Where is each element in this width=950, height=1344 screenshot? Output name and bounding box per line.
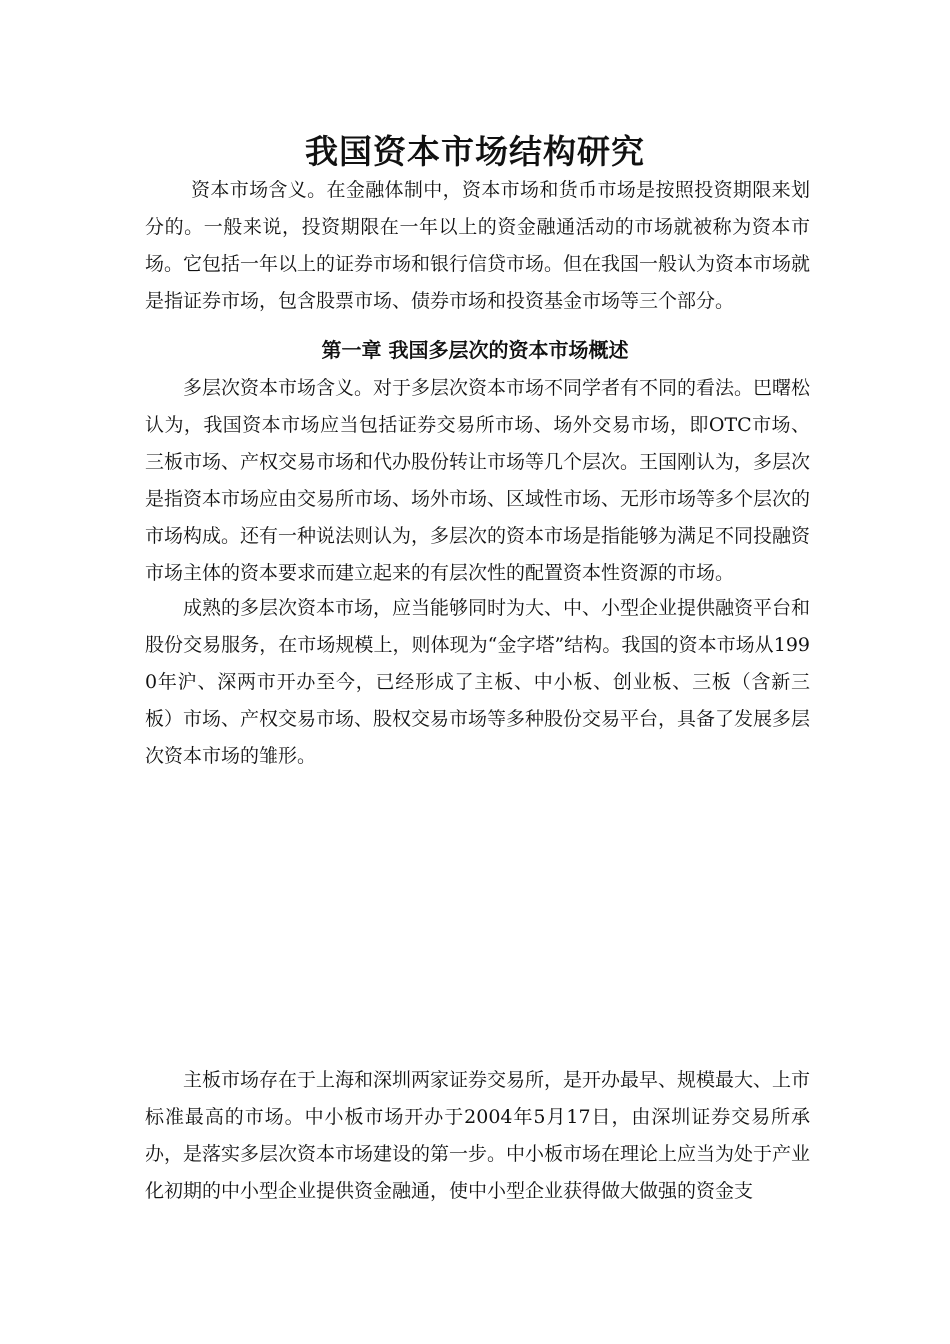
body-paragraph-2: 成熟的多层次资本市场，应当能够同时为大、中、小型企业提供融资平台和股份交易服务，在市场规模上，则体现为“金字塔”结构。我国的资本市场从1990年沪、深两市开办至今，已经形成了主板、中小板、创业板、三板（含新三板）市场、产权交易市场、股权交易市场等多种股份交易平台，具备了发展多层次资本市场的雏形。: [145, 597, 811, 767]
body-paragraph-1: 多层次资本市场含义。对于多层次资本市场不同学者有不同的看法。巴曙松认为，我国资本市场应当包括证券交易所市场、场外交易市场，即OTC市场、三板市场、产权交易市场和代办股份转让市场等几个层次。王国刚认为，多层次是指资本市场应由交易所市场、场外市场、区域性市场、无形市场等多个层次的市场构成。还有一种说法则认为，多层次的资本市场是指能够为满足不同投融资市场主体的资本要求而建立起来的有层次性的配置资本性资源的市场。: [145, 377, 811, 584]
document-title: 我国资本市场结构研究: [305, 132, 645, 171]
chapter-heading: 第一章 我国多层次的资本市场概述: [321, 338, 629, 362]
body-paragraph-3: 主板市场存在于上海和深圳两家证券交易所，是开办最早、规模最大、上市标准最高的市场。中小板市场开办于2004年5月17日，由深圳证券交易所承办，是落实多层次资本市场建设的第一步。中小板市场在理论上应当为处于产业化初期的中小型企业提供资金融通，使中小型企业获得做大做强的资金支: [145, 1069, 811, 1202]
intro-paragraph: 资本市场含义。在金融体制中，资本市场和货币市场是按照投资期限来划分的。一般来说，投资期限在一年以上的资金融通活动的市场就被称为资本市场。它包括一年以上的证券市场和银行信贷市场。但在我国一般认为资本市场就是指证券市场，包含股票市场、债券市场和投资基金市场等三个部分。: [145, 179, 811, 312]
